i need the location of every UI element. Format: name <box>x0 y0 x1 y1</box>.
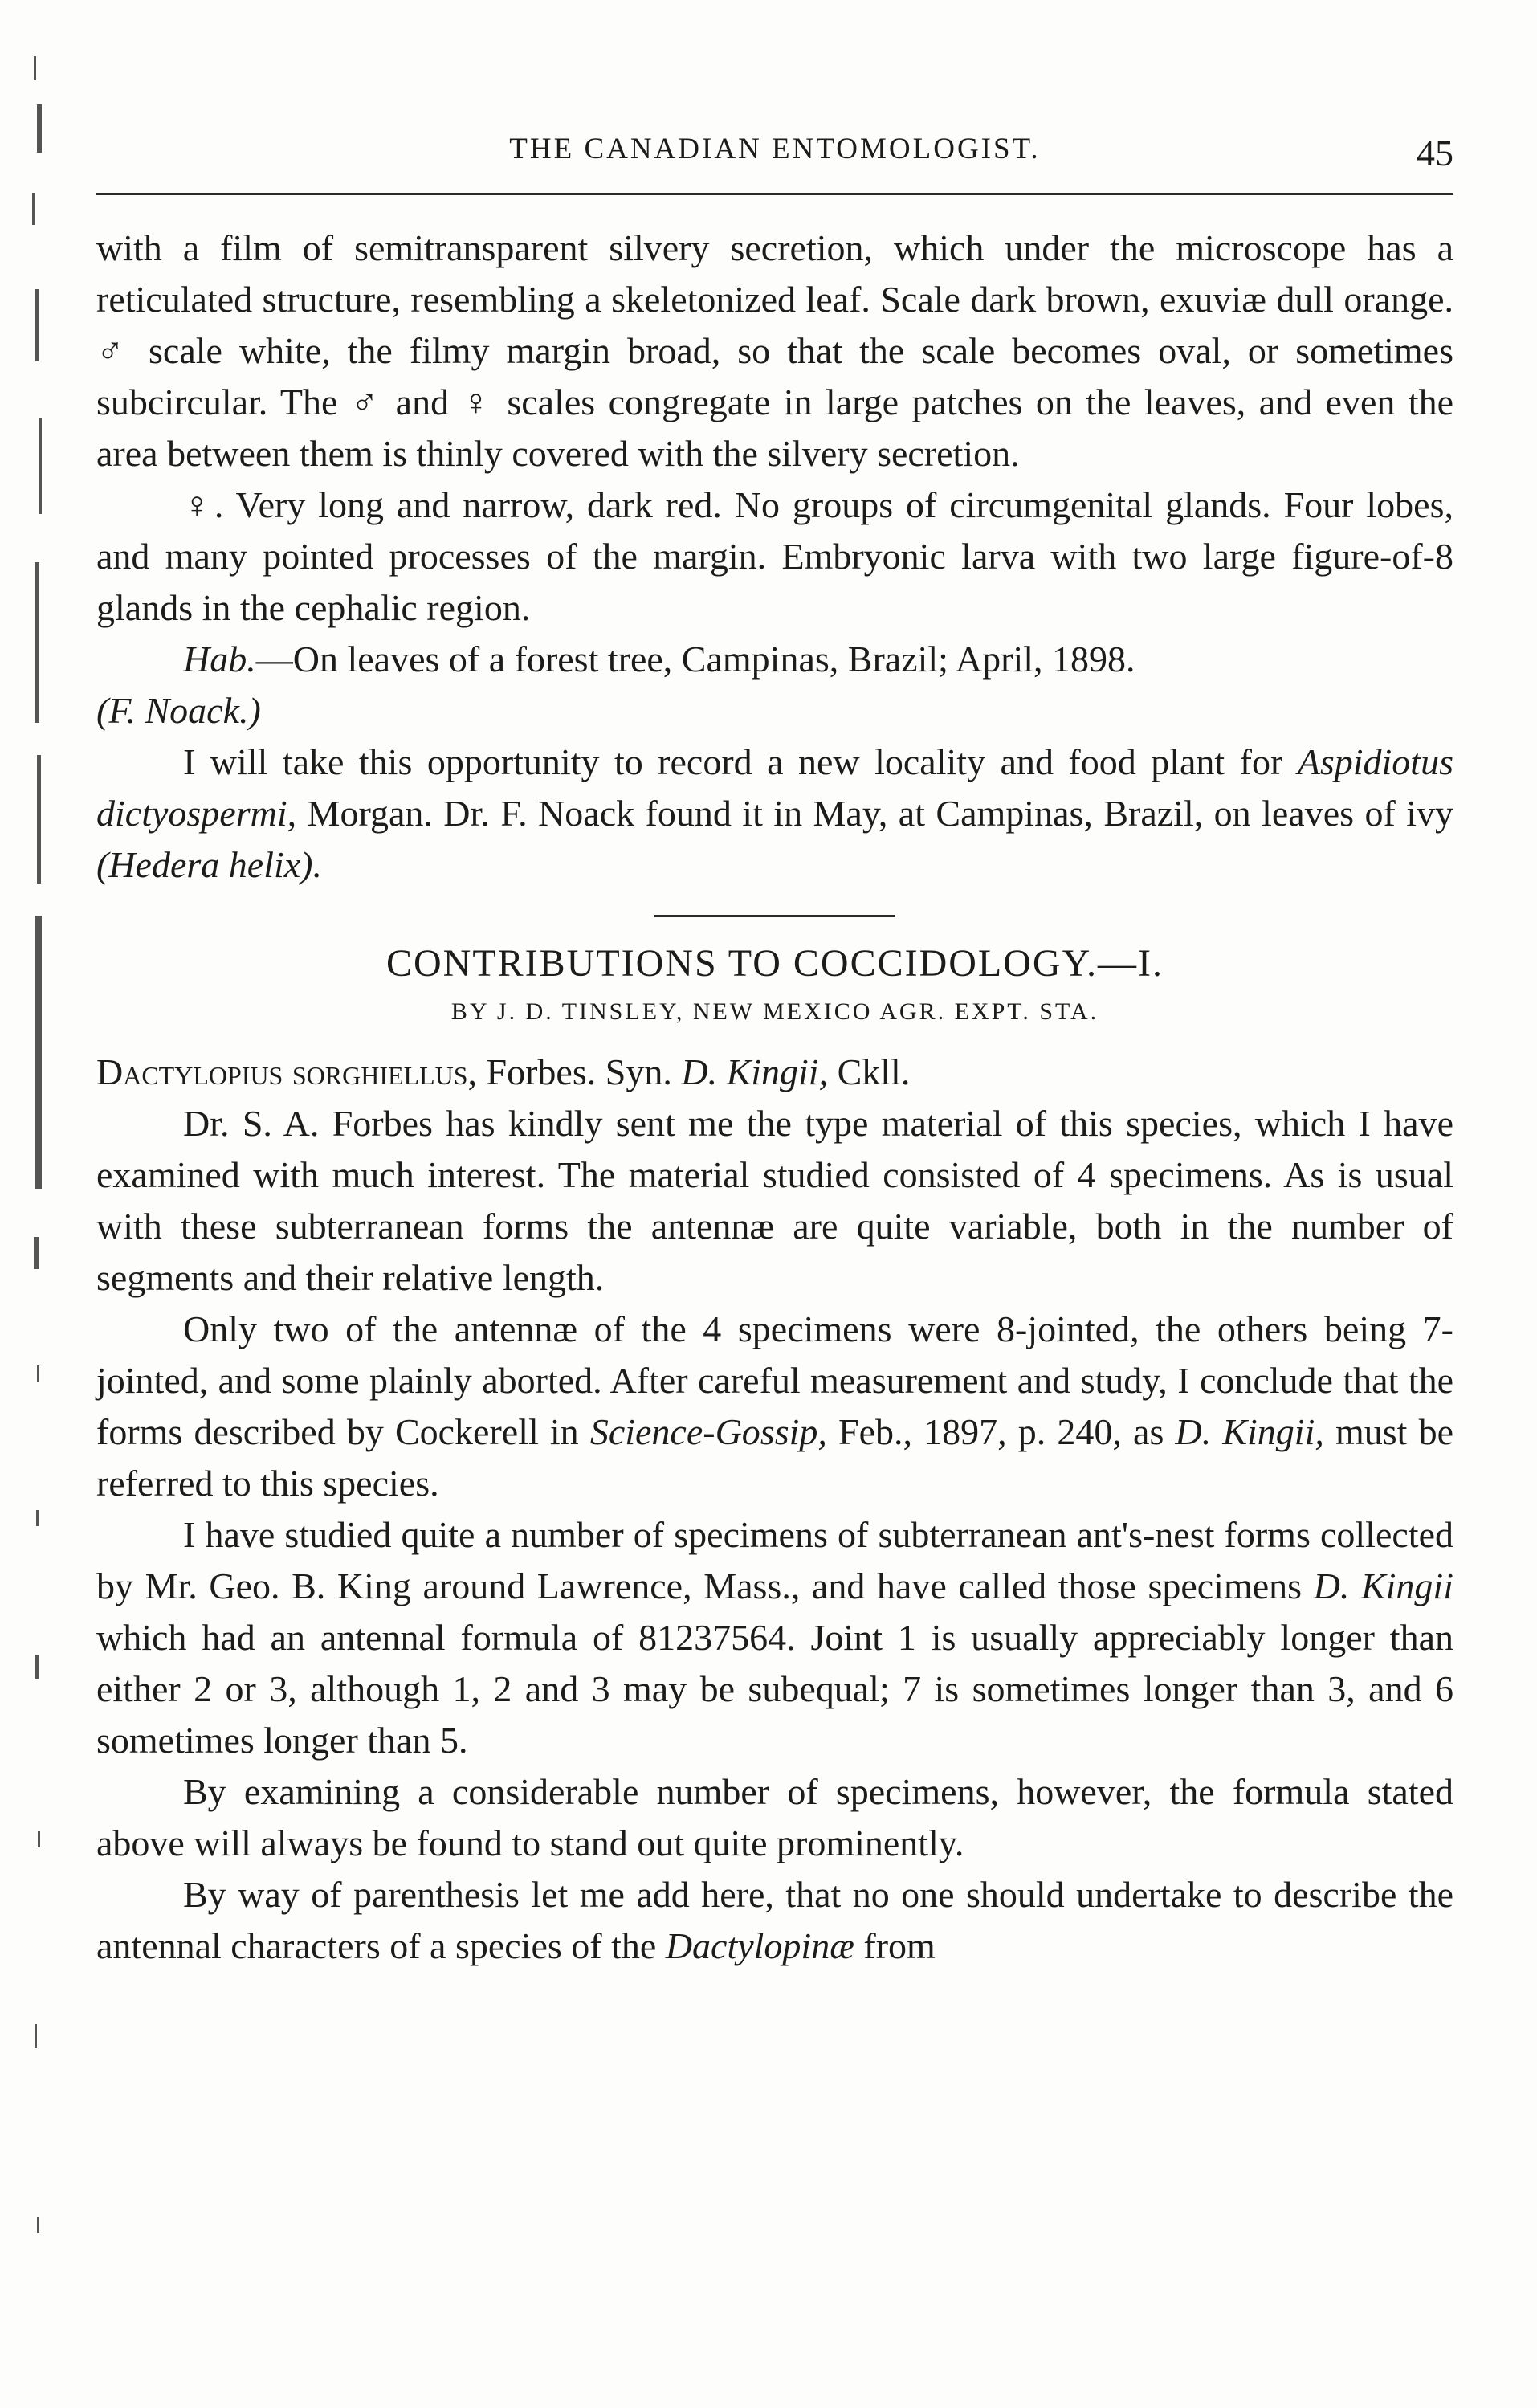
text-span: must be referred to this species. <box>96 1411 1453 1504</box>
text-span: which had an antennal formula of 81237564. Joint 1 is usually appreciably longer than either 2 or 3, although 1, 2 and 3 may be subequal; 7 is sometimes longer than 3, and 6 sometimes longer than 5. <box>96 1617 1453 1761</box>
species-heading <box>96 1047 1453 1098</box>
scan-margin-speckle <box>22 48 55 2377</box>
text-span: Morgan. Dr. F. Noack found it in May, at Campinas, Brazil, on leaves of ivy <box>296 793 1453 834</box>
header-rule <box>96 193 1453 195</box>
synonym-name: D. Kingii, <box>681 1051 829 1092</box>
journal-name: Science-Gossip, <box>589 1411 827 1452</box>
text-span: Forbes. Syn. <box>477 1051 682 1092</box>
collector: (F. Noack.) <box>96 690 261 731</box>
species-heading-name: Dactylopius sorghiellus, <box>96 1051 478 1092</box>
species-name: D. Kingii <box>1313 1565 1453 1606</box>
text-span: By way of parenthesis let me add here, that no one should undertake to describe the antennal characters of a species of the <box>96 1874 1453 1966</box>
byline: BY J. D. TINSLEY, NEW MEXICO AGR. EXPT. STA. <box>450 998 1099 1025</box>
page-number: 45 <box>1417 133 1453 173</box>
habitat-text: —On leaves of a forest tree, Campinas, Brazil; April, 1898. <box>255 639 1135 680</box>
paragraph-habitat <box>96 634 1453 737</box>
paragraph-ant-nest-forms <box>96 1509 1453 1766</box>
running-header <box>96 120 1453 177</box>
paragraph-female: ♀. Very long and narrow, dark red. No groups of circumgenital glands. Four lobes, and many pointed processes of the margin. Embryonic larva with two large figure-of-8 glands in the cephalic region. <box>96 484 1453 628</box>
section-title: CONTRIBUTIONS TO COCCIDOLOGY.—I. <box>385 942 1164 985</box>
taxon-name: Dactylopinæ <box>665 1925 854 1966</box>
paragraph-male-scale: with a film of semitransparent silvery secretion, which under the microscope has a reticulated structure, resembling a skeletonized leaf. Scale dark brown, exuviæ dull orange. ♂ scale white, the filmy margin broad, so that the scale becomes oval, or sometimes subcircular. The ♂ and ♀ scales congregate in large patches on the leaves, and even the area between them is thinly covered with the silvery secretion. <box>96 227 1453 474</box>
species-name: Aspidiotus dictyospermi, <box>96 741 1453 834</box>
paragraph-new-locality <box>96 737 1453 891</box>
text-span: Feb., 1897, p. 240, as <box>826 1411 1176 1452</box>
paragraph-type-material: Dr. S. A. Forbes has kindly sent me the type material of this species, which I have examined with much interest. The material studied consisted of 4 specimens. As is usual with these subterranean forms the antennæ are quite variable, both in the number of segments and their relative length. <box>96 1103 1453 1298</box>
hab-label: Hab. <box>183 639 256 680</box>
text-span: Only two of the antennæ of the 4 specimens were 8-jointed, the others being 7-jointed, and some plainly aborted. After careful measurement and study, I conclude that the forms described by Cockerell in <box>96 1308 1453 1452</box>
text-span: from <box>854 1925 936 1966</box>
paragraph-antennae <box>96 1304 1453 1509</box>
paragraph-formula: By examining a considerable number of specimens, however, the formula stated above will always be found to stand out quite prominently. <box>96 1771 1453 1863</box>
species-name: D. Kingii, <box>1175 1411 1324 1452</box>
text-span: I have studied quite a number of specimens of subterranean ant's-nest forms collected by Mr. Geo. B. King around Lawrence, Mass., and have called those specimens <box>96 1514 1453 1606</box>
page-content <box>96 120 1453 1972</box>
running-title: THE CANADIAN ENTOMOLOGIST. <box>509 132 1041 165</box>
paragraph-parenthesis <box>96 1869 1453 1972</box>
section-divider <box>654 915 895 917</box>
text-span: Ckll. <box>828 1051 911 1092</box>
host-plant: (Hedera helix). <box>96 844 322 885</box>
text-span: I will take this opportunity to record a new locality and food plant for <box>183 741 1298 782</box>
